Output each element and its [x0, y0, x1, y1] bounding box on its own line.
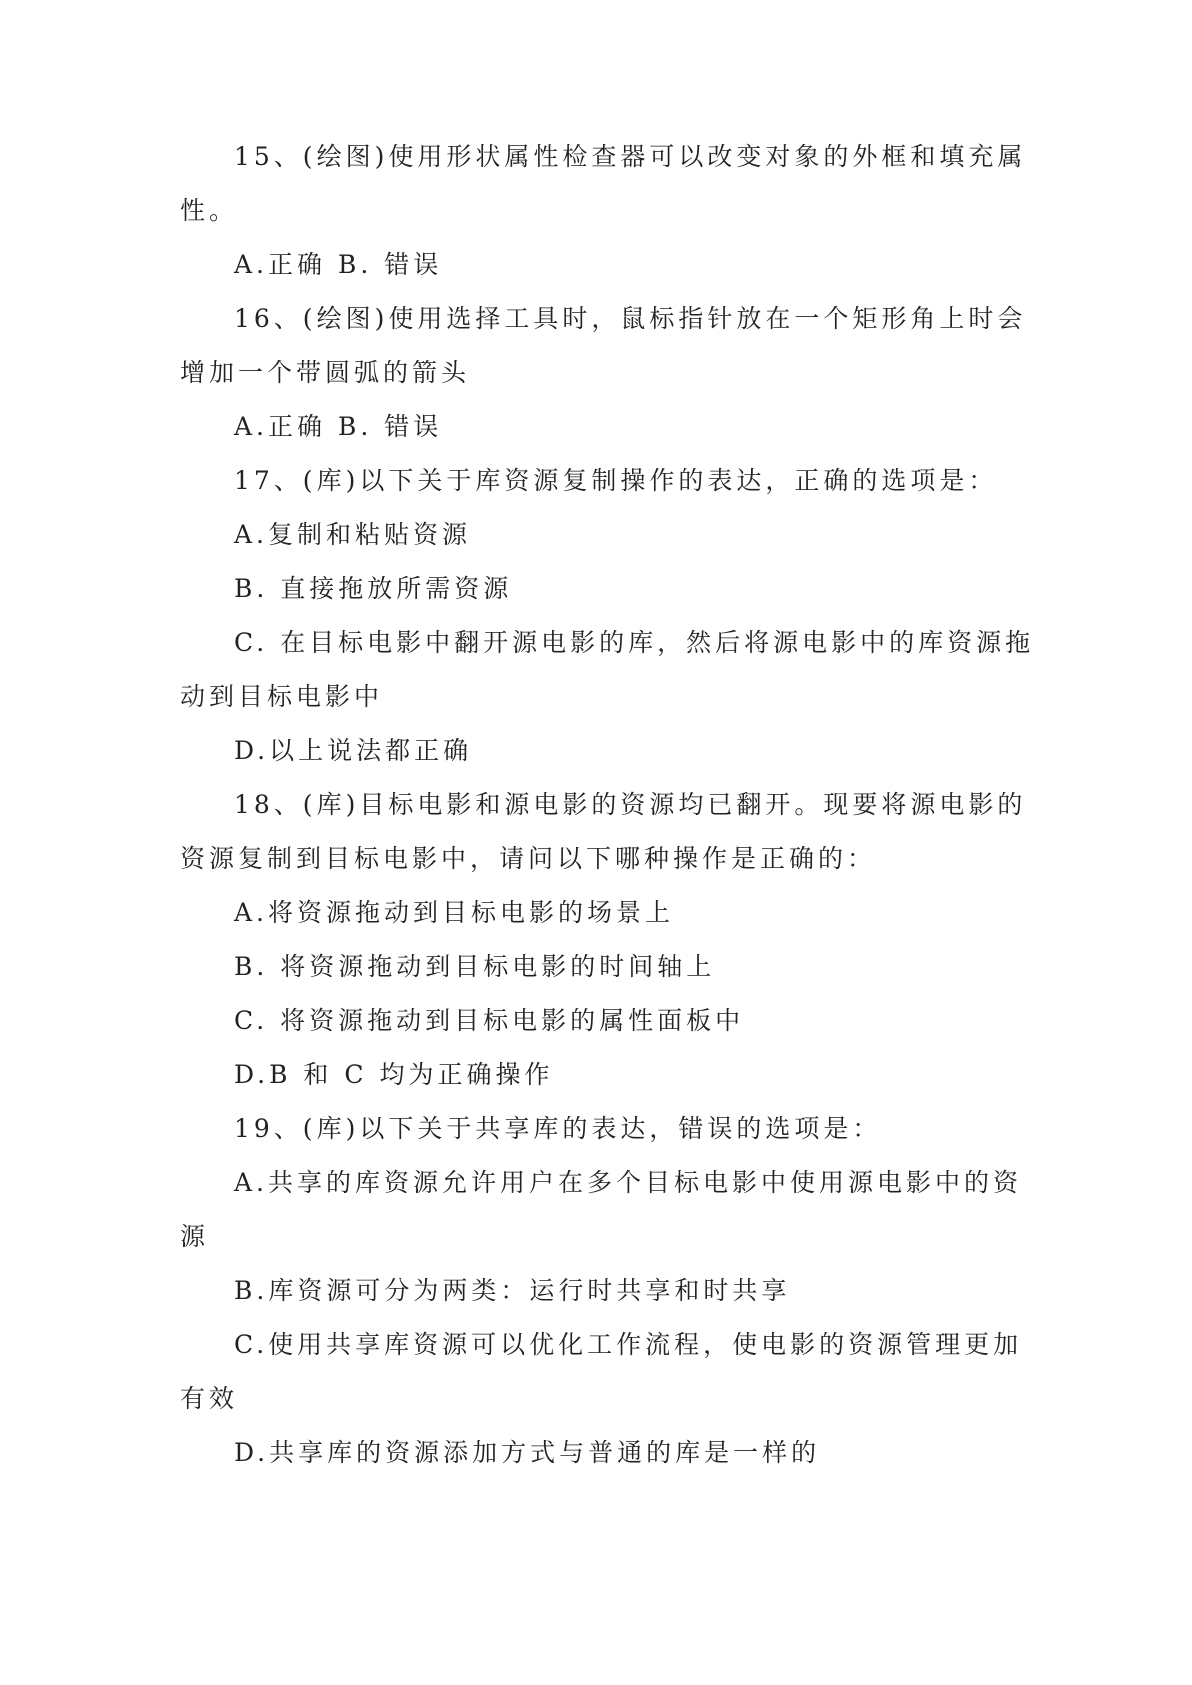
question-17-option-c-line-2: 动到目标电影中	[180, 682, 384, 711]
question-15	[180, 130, 1027, 292]
question-17-option-c-line-1: C. 在目标电影中翻开源电影的库，然后将源电影中的库资源拖	[234, 628, 1035, 657]
question-16-options: A.正确 B. 错误	[234, 412, 443, 441]
question-18-option-c: C. 将资源拖动到目标电影的属性面板中	[234, 1006, 745, 1035]
question-17-option-b: B. 直接拖放所需资源	[234, 574, 513, 603]
document-body	[180, 130, 1035, 1480]
question-19-option-d: D.共享库的资源添加方式与普通的库是一样的	[234, 1438, 821, 1467]
question-17	[180, 454, 1035, 778]
question-18-option-b: B. 将资源拖动到目标电影的时间轴上	[234, 952, 716, 981]
question-18	[180, 778, 1027, 1102]
question-19-stem: 19、(库)以下关于共享库的表达，错误的选项是：	[234, 1114, 882, 1143]
question-15-options: A.正确 B. 错误	[234, 250, 443, 279]
question-19-option-a-line-1: A.共享的库资源允许用户在多个目标电影中使用源电影中的资	[234, 1168, 1023, 1197]
question-19-option-b: B.库资源可分为两类：运行时共享和时共享	[234, 1276, 791, 1305]
question-19-option-a-line-2: 源	[180, 1222, 210, 1251]
question-15-stem-line-1: 15、(绘图)使用形状属性检查器可以改变对象的外框和填充属	[234, 142, 1027, 171]
question-17-option-a: A.复制和粘贴资源	[234, 520, 472, 549]
question-19	[180, 1102, 1023, 1480]
question-19-option-c-line-2: 有效	[180, 1384, 239, 1413]
question-18-stem-line-1: 18、(库)目标电影和源电影的资源均已翻开。现要将源电影的	[234, 790, 1027, 819]
question-18-option-a: A.将资源拖动到目标电影的场景上	[234, 898, 675, 927]
question-15-stem-line-2: 性。	[180, 196, 239, 225]
question-17-option-d: D.以上说法都正确	[234, 736, 473, 765]
question-16-stem-line-2: 增加一个带圆弧的箭头	[180, 358, 471, 387]
question-16	[180, 292, 1027, 454]
question-19-option-c-line-1: C.使用共享库资源可以优化工作流程，使电影的资源管理更加	[234, 1330, 1023, 1359]
question-18-option-d: D.B 和 C 均为正确操作	[234, 1060, 554, 1089]
question-16-stem-line-1: 16、(绘图)使用选择工具时，鼠标指针放在一个矩形角上时会	[234, 304, 1027, 333]
question-18-stem-line-2: 资源复制到目标电影中，请问以下哪种操作是正确的：	[180, 844, 877, 873]
question-17-stem: 17、(库)以下关于库资源复制操作的表达，正确的选项是：	[234, 466, 998, 495]
